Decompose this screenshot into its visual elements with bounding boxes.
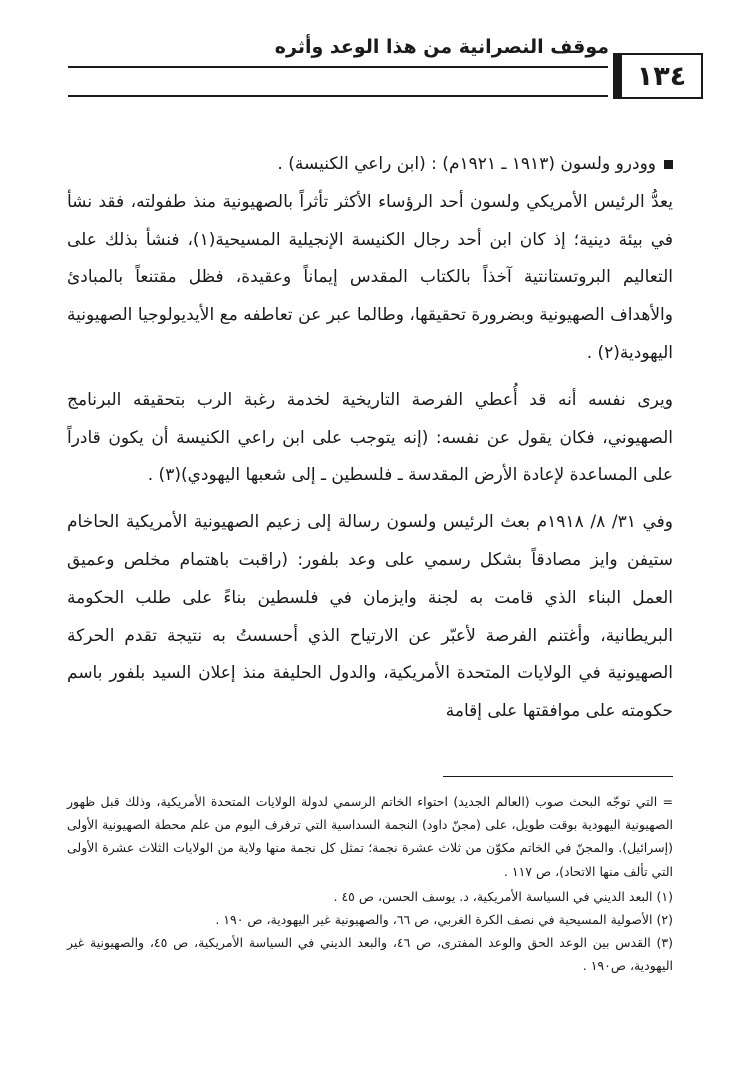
- header-rule-top: [68, 66, 608, 68]
- bullet-square-icon: [664, 160, 673, 169]
- footnote-1: (١) البعد الديني في السياسة الأمريكية، د. يوسف الحسن، ص ٤٥ .: [333, 888, 673, 904]
- section-heading: [67, 146, 673, 184]
- header-rule-bottom: [68, 95, 608, 97]
- paragraph-3: وفي ٣١/ ٨/ ١٩١٨م بعث الرئيس ولسون رسالة إلى زعيم الصهيونية الأمريكية الحاخام ستيفن وايز مصادقاً بشكل رسمي على وعد بلفور: (راقبت باهتمام مخلص وعميق العمل البناء الذي قامت به لجنة وايزمان في فلسطين بناءً على طلب الحكومة البريطانية، وأغتنم الفرصة لأعبّر عن الارتياح الذي أحسستُ به نتيجة تقدم الحركة الصهيونية في الولايات المتحدة الأمريكية، والدول الحليفة منذ إعلان السيد بلفور باسم حكومته على موافقتها على إقامة: [67, 512, 673, 722]
- footnote-continuation: = التي توجّه البحث صوب (العالم الجديد) احتواء الخاتم الرسمي لدولة الولايات المتحدة الأمريكية، وذلك قبل ظهور الصهيونية اليهودية بوقت طويل، على (مجنّ داود) النجمة السداسية التي ترفرف اليوم من علم محطة الصهيونية الأولى (إسرائيل). والمجنّ في الخاتم مكوّن من ثلاث عشرة نجمة؛ تمثل كل نجمة منها ولاية من الولايات الثلاث عشرة الأولى التي تألف منها الاتحاد)، ص ١١٧ .: [67, 794, 673, 879]
- body-text: [67, 146, 673, 731]
- page-number: ١٣٤: [613, 53, 703, 99]
- section-heading-text: وودرو ولسون (١٩١٣ ـ ١٩٢١م) : (ابن راعي الكنيسة) .: [277, 154, 656, 174]
- footnote-separator: [443, 776, 673, 777]
- footnotes: [67, 790, 673, 978]
- paragraph-2: ويرى نفسه أنه قد أُعطي الفرصة التاريخية لخدمة رغبة الرب بتحقيقه البرنامج الصهيوني، فكان يقول عن نفسه: (إنه يتوجب على ابن راعي الكنيسة أن يكون قادراً على المساعدة لإعادة الأرض المقدسة ـ فلسطين ـ إلى شعبها اليهودي)(٣) .: [67, 389, 673, 486]
- running-header-title: موقف النصرانية من هذا الوعد وأثره: [274, 36, 609, 58]
- paragraph-1: يعدُّ الرئيس الأمريكي ولسون أحد الرؤساء الأكثر تأثراً بالصهيونية منذ طفولته، فقد نشأ في بيئة دينية؛ إذ كان ابن أحد رجال الكنيسة الإنجيلية المسيحية(١)، فنشأ بذلك على التعاليم البروتستانتية آخذاً بالكتاب المقدس إيماناً وعقيدة، فظل مقتنعاً بالمبادئ والأهداف الصهيونية وبضرورة تحقيقها، وطالما عبر عن تعاطفه مع الأيديولوجيا الصهيونية اليهودية(٢) .: [67, 191, 673, 363]
- footnote-3: (٣) القدس بين الوعد الحق والوعد المفترى، ص ٤٦، والبعد الديني في السياسة الأمريكية، ص ٤٥، والصهيونية غير اليهودية، ص١٩٠ .: [67, 935, 673, 974]
- footnote-2: (٢) الأصولية المسيحية في نصف الكرة الغربي، ص ٦٦، والصهيونية غير اليهودية، ص ١٩٠ .: [215, 912, 673, 928]
